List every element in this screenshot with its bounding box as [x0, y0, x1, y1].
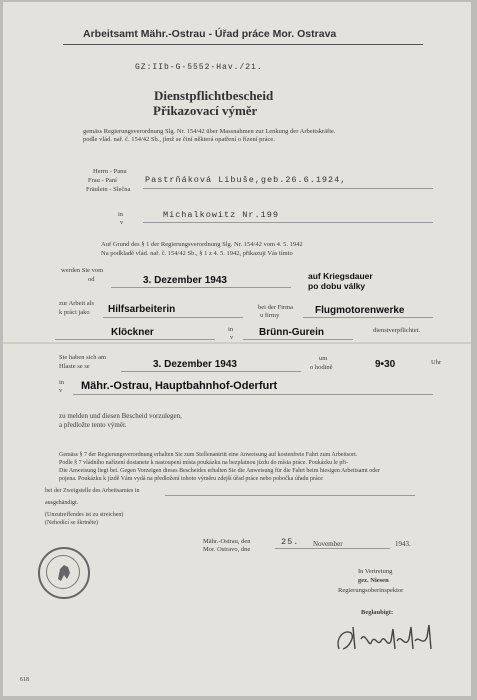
report-um: um: [319, 355, 328, 362]
work-label-de: zur Arbeit als: [59, 300, 95, 307]
deputy-label: In Vertretung: [358, 568, 393, 575]
paper-fold: [3, 342, 471, 344]
job-title-underline: [103, 317, 243, 318]
travel-line-6: ausgehändigt.: [45, 500, 79, 506]
travel-line-8: (Nehodící se škrtněte): [45, 520, 98, 526]
firm-place: Brünn-Gurein: [259, 327, 324, 338]
title-czech: Přikazovací výměr: [153, 103, 258, 118]
firm-label-de: bei der Firma: [258, 304, 294, 311]
intro-line-2: podle vlád. nař. č. 154/42 Sb., jímž se činí některá opatření o řízení práce.: [83, 136, 275, 143]
report-location: Mähr.-Ostrau, Hauptbahnhof-Oderfurt: [81, 380, 278, 392]
signoff-place-cz: Mor. Ostravo, dne: [203, 546, 251, 553]
salutation-line-2: Frau - Paní: [88, 177, 117, 184]
signed-name: gez. Niesen: [358, 577, 389, 584]
travel-line-1: Gemäss § 7 der Regierungsverordnung erhalten Sie zum Stellenantritt eine Anweisung auf kostenfreie Fahrt zum Arbeitsort.: [59, 452, 358, 458]
legal-line-2: Na podkladě vlád. nař. č. 154/42 Sb., § 1 z 4. 5. 1942, přikazuji Vás tímto: [101, 250, 293, 257]
branch-underline: [165, 495, 415, 496]
residence-underline: [143, 222, 433, 223]
firm-place-underline: [243, 339, 353, 340]
job-title: Hilfsarbeiterin: [108, 304, 176, 315]
duration-de: auf Kriegsdauer: [308, 271, 373, 281]
signoff-month: November: [313, 540, 343, 548]
report-date-underline: [121, 371, 301, 372]
office-header: Arbeitsamt Mähr.-Ostrau - Úřad práce Mor. Ostrava: [83, 28, 337, 40]
travel-line-7: (Unzutreffendes ist zu streichen): [45, 512, 124, 518]
travel-line-3: Die Anweisung liegt bei. Gegen Vorzeigen dieses Bescheides erhalten Sie die Anweisung für die Fahrt beim hiesigen Arbeitsamt oder: [59, 468, 380, 474]
recipient-underline: [143, 188, 433, 189]
form-number: 618: [20, 677, 29, 683]
official-stamp: [38, 547, 90, 599]
report-time: 9•30: [375, 359, 396, 370]
document-page: [3, 2, 471, 696]
salutation-line-3: Fräulein - Slečna: [86, 186, 131, 193]
residence-label-cz: v: [120, 219, 124, 226]
period-label-cz: od: [88, 276, 95, 283]
residence-label-de: in: [118, 211, 124, 218]
location-in-de: in: [59, 379, 65, 386]
report-hod: o hodině: [310, 364, 333, 371]
recipient-name: Pastrňáková Libuše,geb.26.6.1924,: [145, 175, 347, 185]
period-label-de: werden Sie vom: [61, 267, 104, 274]
reference-number: GZ:IIb-G-5552-Hav./21.: [135, 63, 263, 72]
header-underline: [63, 44, 423, 45]
start-date: 3. Dezember 1943: [143, 275, 227, 286]
firm-name-underline: [303, 317, 433, 318]
title-german: Dienstpflichtbescheid: [154, 88, 274, 103]
present-line-1: zu melden und diesen Bescheid vorzulegen,: [59, 412, 182, 420]
location-in-cz: v: [59, 387, 63, 394]
legal-line-1: Auf Grund des § 1 der Regierungsverordnung Slg. Nr. 154/42 vom 4. 5. 1942: [101, 241, 303, 248]
firm-place-in-cz: v: [230, 334, 234, 341]
signoff-date-underline: [275, 548, 390, 549]
firm-name: Flugmotorenwerke: [315, 305, 405, 316]
obligation-suffix: dienstverpflichtet.: [373, 327, 421, 334]
work-label-cz: k práci jako: [59, 309, 90, 316]
travel-line-2: Podle § 7 vládního nařízení dostanete k nastoupení místa poukázku na bezplatnou jízdu do místa práce. Poukázku le při-: [59, 460, 349, 466]
duration-cz: po dobu války: [308, 281, 366, 291]
firm-name-2: Klöckner: [111, 327, 154, 338]
certified-label: Beglaubigt:: [361, 609, 394, 616]
travel-line-4: pojena. Poukázku k jízdě Vám vydá na předložení tohoto výměru zdejší úřad práce nebo pobočka úřadu práce: [59, 476, 323, 482]
signoff-day: 25.: [281, 537, 300, 547]
firm-name-2-underline: [55, 339, 215, 340]
lion-emblem-icon: [40, 549, 88, 597]
signatory-position: Regierungsoberinspektor: [338, 587, 404, 594]
present-line-2: a předložte tento výměr.: [59, 421, 127, 429]
handwritten-signature: [331, 617, 441, 662]
salutation-line-1: Herrn - Panu: [93, 168, 127, 175]
report-uhr: Uhr: [431, 359, 442, 366]
report-label-cz: Hlaste se se: [59, 363, 90, 370]
report-label-de: Sie haben sich am: [59, 354, 107, 361]
location-underline: [73, 394, 433, 395]
firm-place-in-de: in: [228, 326, 234, 333]
start-date-underline: [111, 287, 291, 288]
intro-line-1: gemäss Regierungsverordnung Slg. Nr. 154/42 über Massnahmen zur Lenkung der Arbeitskräfte.: [83, 128, 336, 135]
signoff-year: 1943.: [395, 540, 411, 548]
firm-label-cz: u firmy: [260, 312, 280, 319]
residence-value: Michalkowitz Nr.199: [163, 210, 279, 220]
travel-line-5: bei der Zweigstelle des Arbeitsamtes in: [45, 488, 140, 494]
report-date: 3. Dezember 1943: [153, 359, 237, 370]
signoff-place-de: Mähr.-Ostrau, den: [203, 538, 251, 545]
